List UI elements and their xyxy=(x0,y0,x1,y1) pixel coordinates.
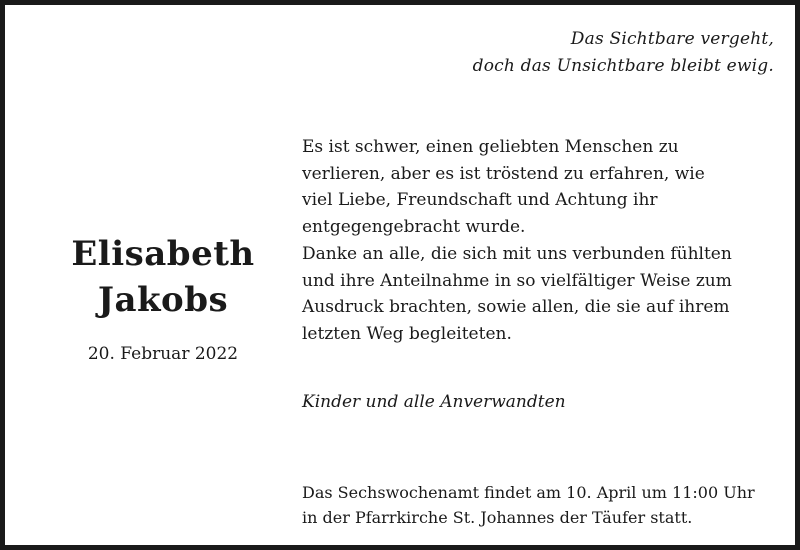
death-date: 20. Februar 2022 xyxy=(87,344,239,364)
notice-line: in der Pfarrkirche St. Johannes der Täufer statt. xyxy=(302,508,693,527)
message-line: und ihre Anteilnahme in so vielfältiger Weise zum xyxy=(302,270,732,291)
deceased-last-name: Jakobs xyxy=(97,280,229,320)
motto-quote xyxy=(473,26,774,80)
thank-you-message xyxy=(302,134,732,348)
message-line: viel Liebe, Freundschaft und Achtung ihr xyxy=(302,190,658,211)
message-line: Danke an alle, die sich mit uns verbunden fühlten xyxy=(302,243,732,264)
motto-line: Das Sichtbare vergeht, xyxy=(570,29,774,49)
signoff: Kinder und alle Anverwandten xyxy=(302,392,566,412)
message-line: letzten Weg begleiteten. xyxy=(302,323,512,344)
message-line: Ausdruck brachten, sowie allen, die sie auf ihrem xyxy=(302,297,730,318)
notice-line: Das Sechswochenamt findet am 10. April um 11:00 Uhr xyxy=(302,483,755,502)
message-line: entgegengebracht wurde. xyxy=(302,217,526,238)
deceased-first-name: Elisabeth xyxy=(71,234,255,274)
message-line: Es ist schwer, einen geliebten Menschen zu xyxy=(302,137,679,157)
deceased-block xyxy=(40,231,286,365)
service-notice xyxy=(302,480,755,530)
message-line: verlieren, aber es ist tröstend zu erfahren, wie xyxy=(302,163,705,184)
motto-line: doch das Unsichtbare bleibt ewig. xyxy=(472,56,774,76)
